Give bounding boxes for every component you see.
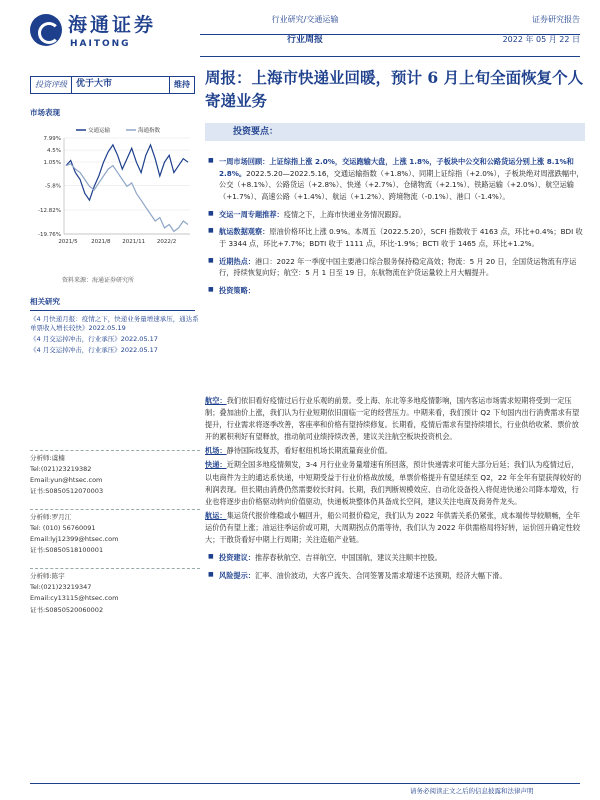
y-tick-label: 4.5%	[47, 148, 61, 155]
analyst-list	[30, 450, 200, 628]
related-title: 相关研究	[30, 297, 60, 306]
bullet-hotspots	[205, 256, 585, 279]
bullet-text: 港口：2022 年一季度中国主要港口综合服务保持稳定高效；物流：5 月 20 日，全国货运物流有序运行，持续恢复向好；航空：5 月 1 日至 19 日，东航物流在沪货运量较上月大幅提升。	[219, 256, 577, 278]
para-text: 集运货代报价维稳或小幅回升，船公司报价稳定，我们认为 2022 年供需关系仍紧张，成本端传导较顺畅，全年运价仍有望上涨；油运往季运价或可期，大周期拐点仍需等待，我们认为 2022 年供需格局将好转，运价回升确定性较大；干散货看好中期上行周期；关注造船产业链。	[205, 510, 581, 545]
analyst-name: 分析师:陈宇	[30, 572, 65, 581]
analyst-email[interactable]: Email:cy13115@htsec.com	[30, 594, 119, 603]
key-points-bar: 投资要点：	[205, 123, 585, 141]
related-item[interactable]: 《4 月快递月报：疫情之下，快递业务量增速承压，通达系单票收入增长较快》2022.05.19	[30, 315, 199, 333]
analyst-card	[30, 509, 200, 556]
analyst-name: 分析师:虞楠	[30, 454, 65, 462]
analyst-email[interactable]: Email:lyj12399@htsec.com	[30, 535, 119, 544]
legend-label: 交通运输	[88, 128, 111, 134]
bullet-shipping	[205, 226, 585, 249]
market-chart	[30, 124, 195, 250]
rating-value: 优于大市	[76, 79, 113, 90]
strategy-airport	[205, 445, 585, 457]
haitong-logo-icon	[30, 14, 62, 46]
strategy-section	[205, 395, 585, 587]
analyst-tel: Tel:(021)23219382	[30, 465, 92, 474]
haitong-logo	[30, 12, 170, 52]
bullet-head: 投资建议：	[219, 553, 255, 563]
header-divider	[200, 34, 580, 35]
investment-rating	[30, 76, 195, 94]
analyst-name: 分析师:罗月江	[30, 513, 72, 522]
market-chart-svg	[30, 124, 195, 250]
strategy-shipping	[205, 510, 585, 546]
logo-text-en: HAITONG	[70, 39, 131, 49]
bullet-head: 交运一周专题推荐：	[219, 209, 284, 219]
para-text: 静待国际线复苏，看好枢纽机场长期流量商业价值。	[226, 446, 392, 456]
bullet-text: 汇率、油价波动，大客户流失、合同签署及需求增速不达预期，经济大幅下滑。	[254, 570, 507, 580]
bullet-topic	[205, 209, 585, 221]
strategy-airline	[205, 395, 585, 443]
y-tick-label: 1.05%	[43, 160, 61, 167]
y-tick-label: -19.76%	[38, 232, 61, 238]
bullet-market-review	[205, 156, 585, 203]
y-tick-label: -12.82%	[38, 207, 61, 214]
analyst-tel: Tel:(021)23219347	[30, 583, 92, 592]
y-tick-label: -5.8%	[45, 183, 61, 190]
analyst-cert: 证书:S0850512070003	[30, 487, 104, 496]
bullet-head: 投资策略：	[219, 285, 255, 295]
chart-source: 资料来源：海通证券研究所	[62, 277, 135, 284]
logo-text-cn: 海通证券	[68, 14, 157, 36]
bullet-highlight: 上证综指上涨 2.0%，交运跑输大盘，上涨 1.8%，子板块中公交和公路货运分别上涨 8.1%和 2.8%。	[219, 157, 574, 178]
report-date: 2022 年 05 月 22 日	[502, 34, 580, 44]
report-type: 行业周报	[286, 34, 323, 45]
report-meta	[470, 14, 580, 45]
x-tick-label: 2021/5	[58, 239, 78, 245]
bullet-text: 2022.5.20—2022.5.16，交通运输指数（+1.8%）、同期上证综指（+2.0%），子板块绝对周涨跌幅中，公交（+8.1%）、公路货运（+2.8%）、快递（+2.7%）、仓储物流（+2.1%）、铁路运输（+2.0%）、航空运输（+1.7%）、高速公路（+1.4%）、航运（+1.2%）、跨境物流（-0.1%）、港口（-1.4%）。	[219, 168, 584, 201]
footer-disclaimer: 请务必阅读正文之后的信息披露和法律声明	[410, 787, 534, 795]
legend-label: 海通指数	[138, 128, 161, 134]
series-line	[66, 164, 188, 232]
rating-change: 维持	[169, 77, 194, 93]
analyst-card	[30, 568, 200, 615]
report-label: 证券研究报告	[532, 15, 580, 24]
report-title: 周报：上海市快递业回暖，预计 6 月上旬全面恢复个人寄递业务	[205, 68, 584, 111]
y-tick-label: 7.99%	[43, 136, 61, 142]
category-label: 行业研究/交通运输	[271, 15, 339, 24]
key-points-body	[205, 156, 585, 303]
analyst-email[interactable]: Email:yun@htsec.com	[30, 476, 103, 485]
rating-label: 投资评级	[31, 77, 72, 93]
market-section-title: 市场表现	[30, 108, 60, 117]
para-label: 快递：	[205, 460, 227, 470]
para-text: 我们依旧看好疫情过后行业乐观的前景。受上海、东北等多地疫情影响，国内客运市场需求短期将受到一定压制；叠加油价上涨，我们认为行业短期依旧面临一定的经营压力。中期来看，我们预计 Q2 下旬国内出行消费需求有望提升，行业需求将逐季改善，客座率和价格有望持续修复。长期看，疫情后需求有望持续增长，行业供给收紧、票价放开的累积利好有望释放，推动航司业绩持续改善，建议关注航空板块投资机会。	[205, 396, 580, 442]
footer-divider	[30, 783, 580, 784]
bullet-text: 原油价格环比上涨 0.9%。本周五（2022.5.20），SCFI 指数收于 4163 点，环比+0.4%；BDI 收于 3344 点，环比+7.7%；BDTI 收于 1111 点，环比-1.9%；BCTI 收于 1465 点，环比+1.2%。	[219, 227, 583, 248]
para-text: 近期全国多地疫情频发，3-4 月行业业务量增速有所回落，预计快递需求可能大部分后延；我们认为疫情过后，以电商件为主的通达系快递，中短期受益于行业价格战放缓，单票价格提升有望延续至 Q2，22 年全年有望获得较好的利润表现。但长期由消费仍然需要较长时间。长期，我们判断规模效应、自动化设备投入将促进快递公司降本增效，行业也将逐步由价格驱动转向价值驱动，快递板块整体仍具备成长空间，建议关注电商及商务件龙头。	[205, 460, 582, 506]
report-category	[250, 14, 360, 47]
bullet-head: 近期热点：	[219, 256, 255, 266]
bullet-recommendation	[205, 552, 585, 564]
bullet-text: 推荐春秋航空、吉祥航空、中国国航，建议关注顺丰控股。	[254, 553, 442, 563]
bullet-text: 疫情之下，上海市快递业务情况跟踪。	[283, 209, 406, 219]
page-header	[0, 0, 600, 60]
analyst-card	[30, 450, 200, 497]
bullet-head: 风险提示：	[219, 570, 255, 580]
x-tick-label: 2021/8	[91, 239, 111, 245]
analyst-cert: 证书:S0850520060002	[30, 605, 104, 614]
para-label: 航运：	[205, 510, 227, 520]
header-divider-bottom	[200, 56, 580, 57]
bullet-risk	[205, 570, 585, 582]
bullet-strategy	[205, 285, 585, 297]
related-item[interactable]: 《4 月交运掉冲击，行业承压》2022.05.17	[30, 346, 158, 355]
related-divider	[30, 310, 195, 311]
related-item[interactable]: 《4 月交运掉冲击，行业承压》2022.05.17	[30, 335, 158, 344]
bullet-head: 一周市场回顾：	[219, 157, 270, 166]
para-label: 机场：	[205, 446, 227, 456]
bullet-head: 航运数据观察：	[219, 227, 270, 237]
analyst-tel: Tel: (010) 56760091	[30, 524, 96, 533]
series-line	[66, 145, 188, 200]
related-list	[30, 315, 200, 357]
x-tick-label: 2022/2	[156, 239, 177, 245]
x-tick-label: 2021/11	[122, 239, 146, 245]
strategy-express	[205, 459, 585, 507]
analyst-cert: 证书:S0850518100001	[30, 546, 104, 555]
para-label: 航空：	[205, 396, 227, 405]
